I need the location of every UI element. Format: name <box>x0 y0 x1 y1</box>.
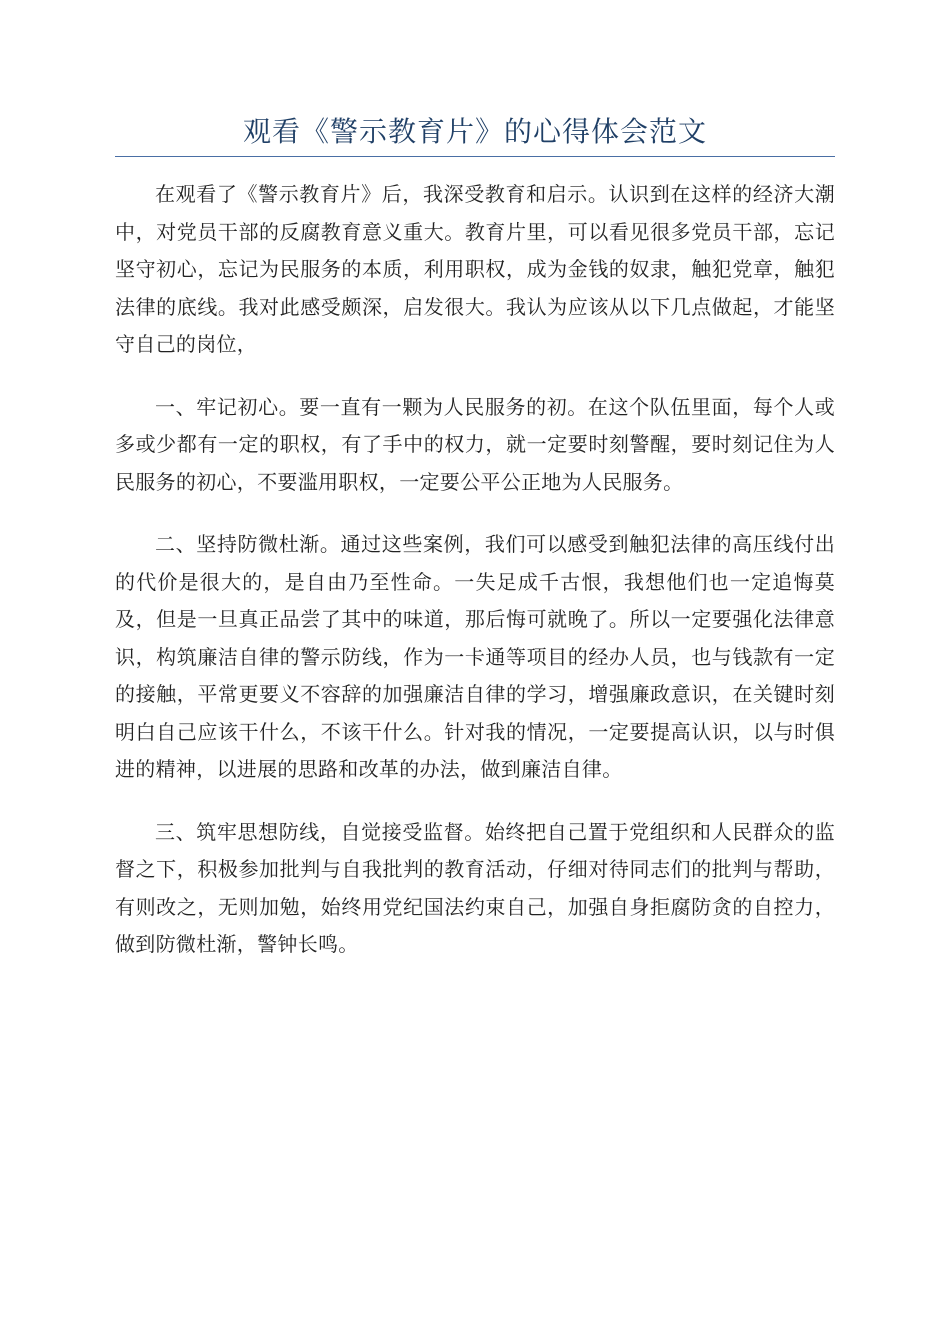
document-body <box>115 176 835 989</box>
paragraph-intro: 在观看了《警示教育片》后，我深受教育和启示。认识到在这样的经济大潮中，对党员干部的反腐教育意义重大。教育片里，可以看见很多党员干部，忘记坚守初心，忘记为民服务的本质，利用职权，成为金钱的奴隶，触犯党章，触犯法律的底线。我对此感受颇深，启发很大。我认为应该从以下几点做起，才能坚守自己的岗位， <box>115 182 835 356</box>
page-title: 观看《警示教育片》的心得体会范文 <box>242 115 707 148</box>
paragraph-point-one: 一、牢记初心。要一直有一颗为人民服务的初。在这个队伍里面，每个人或多或少都有一定的职权，有了手中的权力，就一定要时刻警醒，要时刻记住为人民服务的初心，不要滥用职权，一定要公平公正地为人民服务。 <box>115 394 835 494</box>
title-block <box>115 112 835 157</box>
paragraph-point-two: 二、坚持防微杜渐。通过这些案例，我们可以感受到触犯法律的高压线付出的代价是很大的，是自由乃至性命。一失足成千古恨，我想他们也一定追悔莫及，但是一旦真正品尝了其中的味道，那后悔可就晚了。所以一定要强化法律意识，构筑廉洁自律的警示防线，作为一卡通等项目的经办人员，也与钱款有一定的接触，平常更要义不容辞的加强廉洁自律的学习，增强廉政意识，在关键时刻明白自己应该干什么，不该干什么。针对我的情况，一定要提高认识，以与时俱进的精神，以进展的思路和改革的办法，做到廉洁自律。 <box>115 532 835 781</box>
paragraph-point-three: 三、筑牢思想防线，自觉接受监督。始终把自己置于党组织和人民群众的监督之下，积极参加批判与自我批判的教育活动，仔细对待同志们的批判与帮助，有则改之，无则加勉，始终用党纪国法约束自己，加强自身拒腐防贪的自控力，做到防微杜渐，警钟长鸣。 <box>115 819 835 956</box>
